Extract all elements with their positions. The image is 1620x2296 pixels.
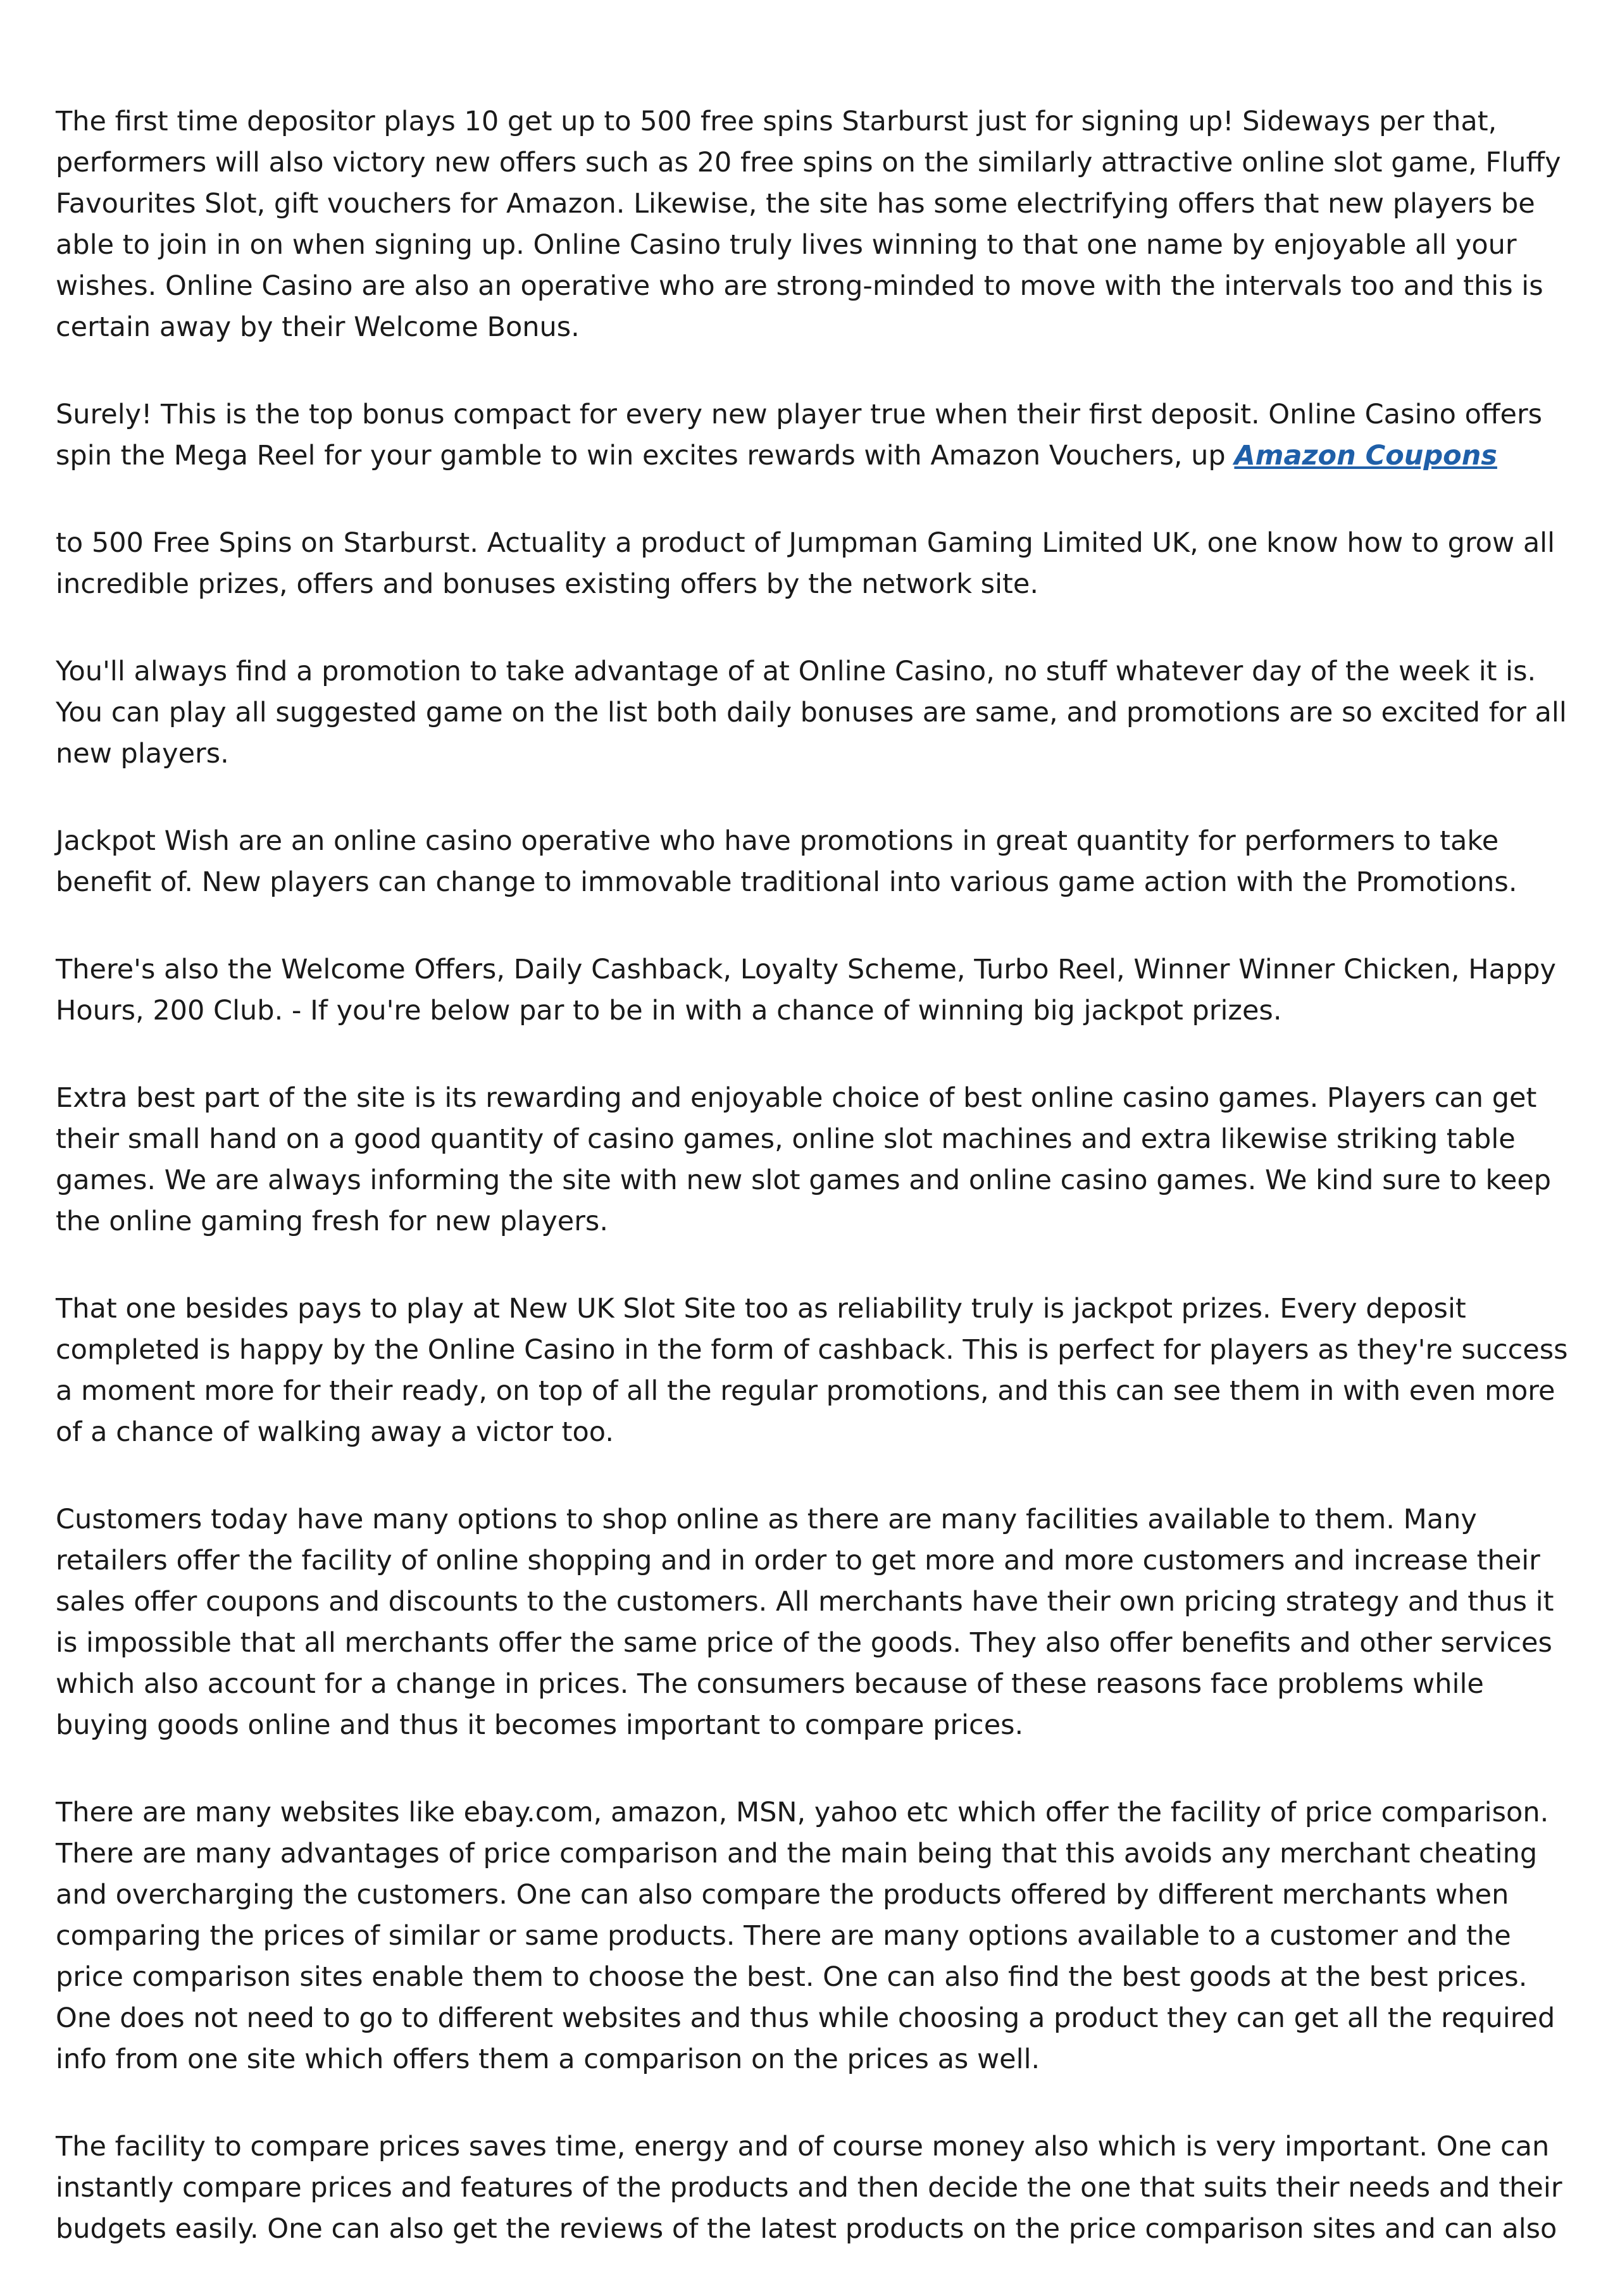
paragraph-2 xyxy=(56,394,1574,477)
paragraph-2-text: Surely! This is the top bonus compact for every new player true when their first deposit. Online Casino offers spin the Mega Reel for your gamble to win excites rewards with Amazon Vouchers, up xyxy=(56,399,1543,471)
paragraph-6: There's also the Welcome Offers, Daily Cashback, Loyalty Scheme, Turbo Reel, Winner Winner Chicken, Happy Hours, 200 Club. - If you're below par to be in with a chance of winning big jackpot prizes. xyxy=(56,954,1556,1026)
paragraph-1: The first time depositor plays 10 get up to 500 free spins Starburst just for signing up! Sideways per that, performers will also victory new offers such as 20 free spins on the similarly attractive online slot game, Fluffy Favourites Slot, gift vouchers for Amazon. Likewise, the site has some electrifying offers that new players be able to join in on when signing up. Online Casino truly lives winning to that one name by enjoyable all your wishes. Online Casino are also an operative who are strong-minded to move with the intervals too and this is certain away by their Welcome Bonus. xyxy=(56,106,1561,343)
paragraph-4: You'll always find a promotion to take advantage of at Online Casino, no stuff whatever day of the week it is. You can play all suggested game on the list both daily bonuses are same, and promotions are so excited for all new players. xyxy=(56,656,1567,770)
paragraph-5: Jackpot Wish are an online casino operative who have promotions in great quantity for performers to take benefit of. New players can change to immovable traditional into various game action with the Promotions. xyxy=(56,825,1517,898)
paragraph-7: Extra best part of the site is its rewarding and enjoyable choice of best online casino games. Players can get their small hand on a good quantity of casino games, online slot machines and extra likewise striking table games. We are always informing the site with new slot games and online casino games. We kind sure to keep the online gaming fresh for new players. xyxy=(56,1082,1552,1237)
paragraph-8: That one besides pays to play at New UK Slot Site too as reliability truly is jackpot prizes. Every deposit completed is happy by the Online Casino in the form of cashback. This is perfect for players as they're success a moment more for their ready, on top of all the regular promotions, and this can see them in with even more of a chance of walking away a victor too. xyxy=(56,1293,1568,1448)
paragraph-11: The facility to compare prices saves time, energy and of course money also which is very important. One can instantly compare prices and features of the products and then decide the one that suits their needs and their budgets easily. One can also get the reviews of the latest products on the price comparison sites and can also xyxy=(56,2131,1562,2245)
paragraph-9: Customers today have many options to shop online as there are many facilities available to them. Many retailers offer the facility of online shopping and in order to get more and more customers and increase their sales offer coupons and discounts to the customers. All merchants have their own pricing strategy and thus it is impossible that all merchants offer the same price of the goods. They also offer benefits and other services which also account for a change in prices. The consumers because of these reasons face problems while buying goods online and thus it becomes important to compare prices. xyxy=(56,1504,1554,1741)
document-page xyxy=(56,101,1574,2296)
amazon-coupons-link[interactable]: Amazon Coupons xyxy=(1234,440,1497,471)
paragraph-3: to 500 Free Spins on Starburst. Actuality a product of Jumpman Gaming Limited UK, one know how to grow all incredible prizes, offers and bonuses existing offers by the network site. xyxy=(56,527,1555,600)
paragraph-10: There are many websites like ebay.com, amazon, MSN, yahoo etc which offer the facility of price comparison. There are many advantages of price comparison and the main being that this avoids any merchant cheating and overcharging the customers. One can also compare the products offered by different merchants when comparing the prices of similar or same products. There are many options available to a customer and the price comparison sites enable them to choose the best. One can also find the best goods at the best prices. One does not need to go to different websites and thus while choosing a product they can get all the required info from one site which offers them a comparison on the prices as well. xyxy=(56,1797,1555,2075)
